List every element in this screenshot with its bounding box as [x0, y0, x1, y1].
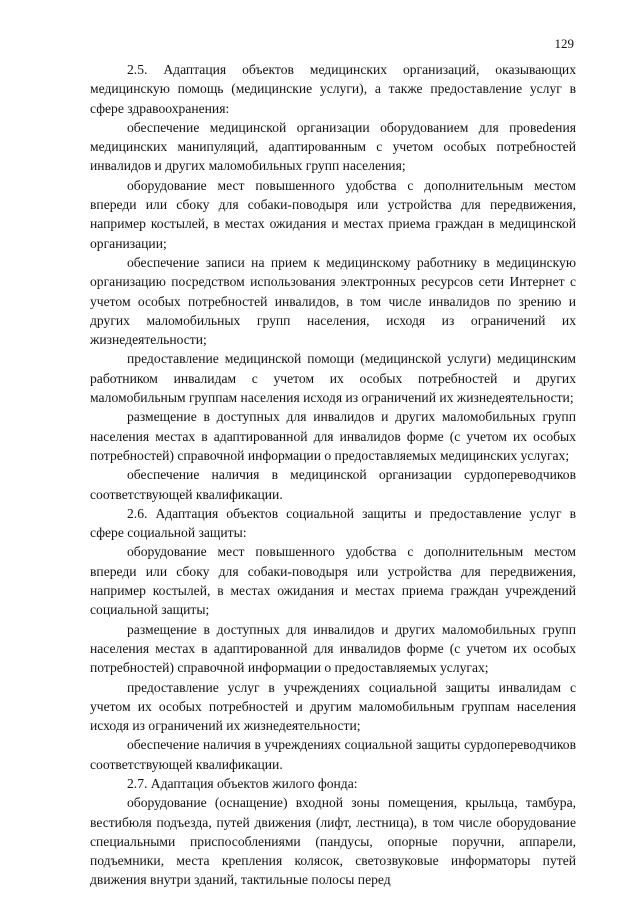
paragraph: обеспечение записи на прием к медицинскому работнику в медицинскую организацию посредством использования электронных ресурсов сети Интернет с учетом особых потребностей инвалидов, в том числе инвалидов по зрению и других маломобильных групп населения, исходя из ограничений их жизнедеятельности; — [90, 254, 576, 348]
paragraph-2-7-heading: 2.7. Адаптация объектов жилого фонда: — [127, 775, 358, 791]
paragraph: оборудование (оснащение) входной зоны помещения, крыльца, тамбура, вестибюля подъезда, путей движения (лифт, лестница), в том числе оборудование специальными приспособлениями (пандусы, опорные поручни, аппарели, подъемники, места крепления колясок, светозвуковые информаторы путей движения внутри зданий, тактильные полосы перед — [90, 795, 576, 888]
paragraph: оборудование мест повышенного удобства с дополнительным местом впереди или сбоку для собаки-поводыря или устройства для передвижения, например костылей, в местах ожидания и местах приема граждан учреждений социальной защиты; — [90, 544, 576, 618]
paragraph: предоставление услуг в учреждениях социальной защиты инвалидам с учетом их особых потребностей и другим маломобильным группам населения исходя из ограничений их жизнедеятельности; — [90, 679, 576, 734]
page-number: 129 — [554, 36, 574, 51]
paragraph: предоставление медицинской помощи (медицинской услуги) медицинским работником инвалидам с учетом их особых потребностей и других маломобильным группам населения исходя из ограничений их жизнедеятельности; — [90, 351, 576, 406]
document-body — [90, 60, 576, 890]
paragraph-2-5-heading: 2.5. Адаптация объектов медицинских организаций, оказывающих медицинскую помощь (медицинские услуги), а также предоставление услуг в сфере здравоохранения: — [90, 62, 576, 116]
paragraph: обеспечение медицинской организации оборудованием для провеdения медицинских манипуляций, адаптированным с учетом особых потребностей инвалидов и других маломобильных групп населения; — [90, 119, 576, 174]
paragraph-2-6-heading: 2.6. Адаптация объектов социальной защиты и предоставление услуг в сфере социальной защиты: — [90, 505, 576, 541]
paragraph: оборудование мест повышенного удобства с дополнительным местом впереди или сбоку для собаки-поводыря или устройства для передвижения, например костылей, в местах ожидания и местах приема граждан в медицинской организации; — [90, 177, 576, 251]
paragraph: обеспечение наличия в медицинской организации сурдопереводчиков соответствующей квалификации. — [90, 467, 576, 502]
paragraph: размещение в доступных для инвалидов и других маломобильных групп населения местах в адаптированной для инвалидов форме (с учетом их особых потребностей) справочной информации о предоставляемых медицинских услугах; — [90, 409, 576, 463]
paragraph: обеспечение наличия в учреждениях социальной защиты сурдопереводчиков соответствующей квалификации. — [90, 737, 576, 772]
paragraph: размещение в доступных для инвалидов и других маломобильных групп населения местах в адаптированной для инвалидов форме (с учетом их особых потребностей) справочной информации о предоставляемых услугах; — [90, 621, 576, 676]
